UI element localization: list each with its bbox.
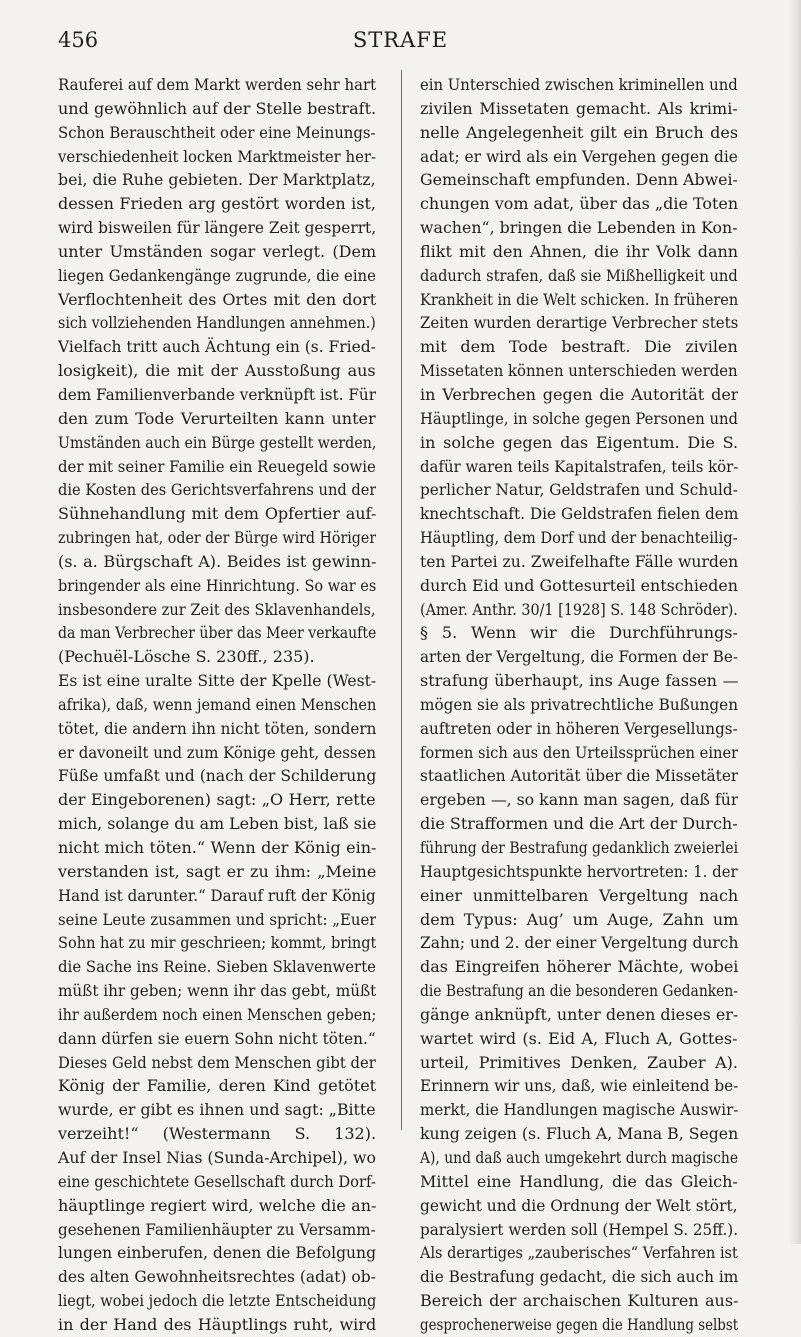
text-line: paralysiert werden soll (Hempel S. 25ff.). [420, 1219, 738, 1239]
text-line: wartet wird (s. Eid A, Fluch A, Gottes- [420, 1028, 738, 1048]
text-line: gänge anknüpft, unter denen dieses er- [420, 1004, 738, 1024]
text-line: verschiedenheit locken Marktmeister her- [58, 146, 376, 166]
text-line: Missetaten können unterschieden werden [420, 361, 738, 381]
text-line: urteil, Primitives Denken, Zauber A). [420, 1052, 738, 1072]
text-line: chungen vom adat, über das „die Toten [420, 194, 738, 214]
text-line: eine geschichtete Gesellschaft durch Dorf- [58, 1171, 376, 1191]
text-line: Verflochtenheit des Ortes mit den dort [58, 289, 376, 309]
text-line: tötet, die andern ihn nicht töten, sondern [58, 718, 376, 738]
text-line: afrika), daß, wenn jemand einen Menschen [58, 694, 376, 714]
text-line: die Strafformen und die Art der Durch- [420, 814, 738, 834]
text-line: Als derartiges „zauberisches“ Verfahren ist [420, 1243, 738, 1263]
text-line: § 5. Wenn wir die Durchführungs- [420, 623, 738, 643]
text-line: nicht mich töten.“ Wenn der König ein- [58, 838, 376, 857]
text-line: durch Eid und Gottesurteil entschieden [420, 575, 738, 595]
text-line: mich, solange du am Leben bist, laß sie [58, 814, 376, 834]
text-line: Gemeinschaft empfunden. Denn Abwei- [420, 170, 738, 190]
text-line: und gewöhnlich auf der Stelle bestraft. [58, 98, 376, 118]
text-line: in der Hand des Häuptlings ruht, wird [58, 1314, 376, 1334]
text-line: ihr außerdem noch einen Menschen geben; [58, 1004, 376, 1024]
column-divider [401, 70, 402, 1130]
text-line: bringender als eine Hinrichtung. So war es [58, 575, 376, 595]
text-line: adat; er wird als ein Vergehen gegen die [420, 146, 738, 166]
text-line: Auf der Insel Nias (Sunda-Archipel), wo [58, 1147, 376, 1167]
text-line: (s. a. Bürgschaft A). Beides ist gewinn- [58, 551, 376, 571]
text-line: der mit seiner Familie ein Reuegeld sowie [58, 456, 376, 476]
text-line: Hand ist darunter.“ Darauf ruft der König [58, 885, 376, 905]
page-edge-shadow [789, 0, 801, 1244]
text-line: zivilen Missetaten gemacht. Als krimi- [420, 98, 738, 118]
text-line: Mittel eine Handlung, die das Gleich- [420, 1171, 738, 1191]
text-line: Umständen auch ein Bürge gestellt werden, [58, 432, 376, 452]
text-line: kung zeigen (s. Fluch A, Mana B, Segen [420, 1124, 738, 1144]
running-head: STRAFE [352, 28, 449, 52]
text-line: ergeben —, so kann man sagen, daß für [420, 790, 738, 810]
text-line: (Amer. Anthr. 30/1 [1928] S. 148 Schröder). [420, 599, 738, 619]
right-column [420, 73, 738, 1337]
text-line: insbesondere zur Zeit des Sklavenhandels, [58, 599, 376, 619]
text-line: nelle Angelegenheit gilt ein Bruch des [420, 122, 738, 142]
text-line: wird bisweilen für längere Zeit gesperrt, [58, 218, 376, 238]
text-line: in Verbrechen gegen die Autorität der [420, 384, 738, 404]
text-line: auftreten oder in höheren Vergesellungs- [420, 718, 738, 738]
text-line: staatlichen Autorität über die Missetäter [420, 766, 738, 786]
text-line: dann dürfen sie euern Sohn nicht töten.“ [58, 1028, 376, 1048]
text-line: strafung überhaupt, ins Auge fassen — [420, 671, 738, 691]
text-line: das Eingreifen höherer Mächte, wobei [420, 957, 738, 977]
text-line: liegen Gedankengänge zugrunde, die eine [58, 265, 376, 285]
text-line: König der Familie, deren Kind getötet [58, 1076, 376, 1096]
text-line: zubringen hat, oder der Bürge wird Höriger [58, 528, 376, 548]
text-line: Zahn; und 2. der einer Vergeltung durch [420, 933, 738, 953]
text-line: einer unmittelbaren Vergeltung nach [420, 885, 738, 905]
text-line: losigkeit), die mit der Ausstoßung aus [58, 361, 376, 381]
text-line: bei, die Ruhe gebieten. Der Marktplatz, [58, 170, 376, 190]
text-line: gesprochenerweise gegen die Handlung selbst [420, 1314, 738, 1334]
text-line: des alten Gewohnheitsrechtes (adat) ob- [58, 1267, 376, 1287]
text-line: Sühnehandlung mit dem Opfertier auf- [58, 504, 376, 524]
text-line: ein Unterschied zwischen kriminellen und [420, 75, 738, 94]
text-line: Schon Berauschtheit oder eine Meinungs- [58, 122, 376, 142]
text-line: da man Verbrecher über das Meer verkaufte [58, 623, 376, 643]
text-line: die Sache ins Reine. Sieben Sklavenwerte [58, 957, 376, 977]
page-number: 456 [58, 28, 99, 52]
text-line: Es ist eine uralte Sitte der Kpelle (West- [58, 671, 376, 691]
text-line: perlicher Natur, Geldstrafen und Schuld- [420, 480, 738, 500]
text-line: ten Partei zu. Zweifelhafte Fälle wurden [420, 551, 738, 571]
text-line: die Bestrafung gedacht, die sich auch im [420, 1267, 738, 1287]
text-line: Hauptgesichtspunkte hervortreten: 1. der [420, 861, 738, 881]
text-line: mögen sie als privatrechtliche Bußungen [420, 694, 738, 714]
text-line: merkt, die Handlungen magische Auswir- [420, 1100, 738, 1120]
text-line: dessen Frieden arg gestört worden ist, [58, 194, 376, 214]
text-line: führung der Bestrafung gedanklich zweierlei [420, 838, 738, 857]
text-line: A), und daß auch umgekehrt durch magische [420, 1147, 738, 1167]
text-line: formen sich aus den Urteilssprüchen einer [420, 742, 738, 762]
text-line: Erinnern wir uns, daß, wie einleitend be- [420, 1076, 738, 1096]
text-line: gewicht und die Ordnung der Welt stört, [420, 1195, 738, 1215]
text-line: wachen“, bringen die Lebenden in Kon- [420, 218, 738, 238]
text-line: Rauferei auf dem Markt werden sehr hart [58, 75, 376, 94]
text-line: Häuptlinge, in solche gegen Personen und [420, 408, 738, 428]
text-line: (Pechuël-Lösche S. 230ff., 235). [58, 647, 315, 667]
text-line: Füße umfaßt und (nach der Schilderung [58, 766, 376, 786]
text-line: der Eingeborenen) sagt: „O Herr, rette [58, 790, 376, 810]
text-line: sich vollziehenden Handlungen annehmen.) [58, 313, 376, 333]
text-line: Bereich der archaischen Kulturen aus- [420, 1291, 738, 1311]
text-line: dem Familienverbande verknüpft ist. Für [58, 384, 376, 404]
text-line: flikt mit den Ahnen, die ihr Volk dann [420, 241, 738, 261]
text-line: Zeiten wurden derartige Verbrecher stets [420, 313, 738, 333]
text-line: den zum Tode Verurteilten kann unter [58, 408, 376, 428]
text-line: Dieses Geld nebst dem Menschen gibt der [58, 1052, 376, 1072]
text-line: liegt, wobei jedoch die letzte Entscheidung [58, 1291, 376, 1311]
text-line: müßt ihr geben; wenn ihr das gebt, müßt [58, 981, 376, 1001]
text-line: verstanden ist, sagt er zu ihm: „Meine [58, 861, 376, 881]
text-line: unter Umständen sogar verlegt. (Dem [58, 241, 376, 261]
text-line: er davoneilt und zum Könige geht, dessen [58, 742, 376, 762]
text-line: dadurch strafen, daß sie Mißhelligkeit und [420, 265, 738, 285]
text-line: gesehenen Familienhäupter zu Versamm- [58, 1219, 376, 1239]
text-line: dem Typus: Aug’ um Auge, Zahn um [420, 909, 738, 929]
text-line: die Kosten des Gerichtsverfahrens und der [58, 480, 376, 500]
text-line: seine Leute zusammen und spricht: „Euer [58, 909, 376, 929]
text-line: Häuptling, dem Dorf und der benachteilig- [420, 528, 738, 548]
text-line: die Bestrafung an die besonderen Gedanken- [420, 981, 738, 1001]
text-line: Sohn hat zu mir geschrieen; kommt, bringt [58, 933, 376, 953]
text-line: Krankheit in die Welt schicken. In früheren [420, 289, 738, 309]
text-line: häuptlinge regiert wird, welche die an- [58, 1195, 376, 1215]
text-line: dafür waren teils Kapitalstrafen, teils kör- [420, 456, 738, 476]
text-line: verzeiht!“ (Westermann S. 132). [58, 1124, 376, 1144]
text-line: Vielfach tritt auch Ächtung ein (s. Fried- [58, 337, 376, 357]
text-line: in solche gegen das Eigentum. Die S. [420, 432, 738, 452]
text-line: lungen einberufen, denen die Befolgung [58, 1243, 376, 1263]
text-line: arten der Vergeltung, die Formen der Be- [420, 647, 738, 667]
text-line: mit dem Tode bestraft. Die zivilen [420, 337, 738, 357]
text-line: knechtschaft. Die Geldstrafen fielen dem [420, 504, 738, 524]
left-column [58, 73, 376, 1337]
text-line: wurde, er gibt es ihnen und sagt: „Bitte [58, 1100, 376, 1120]
